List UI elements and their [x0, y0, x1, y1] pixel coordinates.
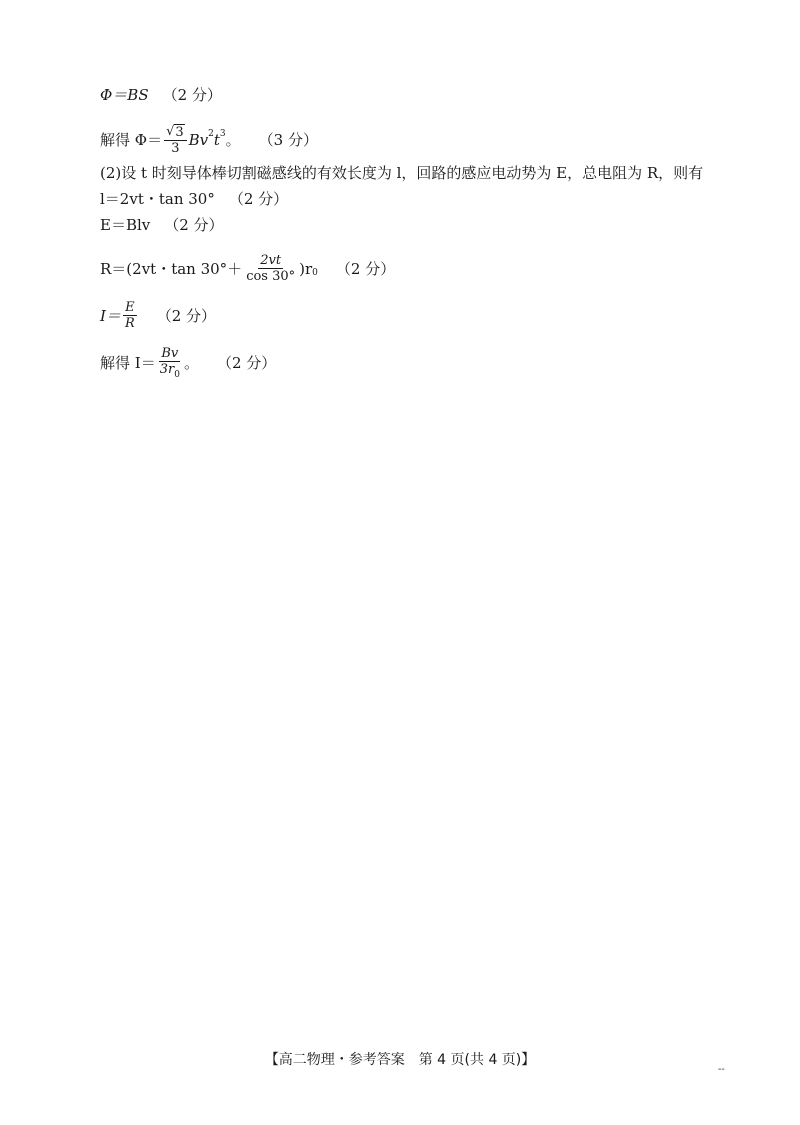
fraction-numerator: 2vt	[260, 253, 282, 268]
equation-length	[100, 189, 288, 209]
equation-prefix: 解得 I＝	[100, 353, 156, 372]
period: 。	[225, 131, 241, 149]
score-label: （2 分）	[335, 259, 396, 278]
intro-text: (2)设 t 时刻导体棒切割磁感线的有效长度为 l，回路的感应电动势为 E，总电阻为 R，则有	[100, 164, 704, 182]
equation-text: l＝2vt・tan 30°	[100, 190, 215, 208]
fraction	[164, 124, 187, 156]
fraction-numerator: √ 3	[164, 124, 187, 141]
superscript: 3	[219, 129, 226, 139]
score-label: （3 分）	[258, 131, 318, 149]
page-footer: 【高二物理・参考答案 第 4 页(共 4 页)】	[264, 1052, 536, 1068]
score-label: （2 分）	[162, 86, 222, 104]
fraction	[123, 300, 137, 331]
equation-term: t	[213, 131, 220, 149]
score-label: （2 分）	[164, 216, 224, 234]
score-label: （2 分）	[156, 306, 217, 325]
equation-current-result	[100, 346, 276, 379]
equation-flux-result	[100, 124, 318, 156]
equation-prefix: 解得 Φ＝	[100, 131, 163, 149]
equation-suffix: )r	[299, 259, 313, 278]
fraction-denominator: cos 30°	[246, 269, 296, 284]
sqrt-icon: √	[166, 124, 175, 139]
part-two-intro	[100, 163, 703, 183]
fraction-denominator: R	[124, 316, 135, 331]
equation-prefix: R＝(2vt・tan 30°＋	[100, 259, 243, 278]
subscript: 0	[312, 267, 318, 278]
fraction-denominator: 3	[171, 141, 180, 156]
score-label: （2 分）	[216, 353, 277, 372]
score-label: （2 分）	[228, 190, 289, 208]
fraction-numerator: E	[125, 300, 135, 315]
fraction-denominator: $3r_0$	[159, 362, 180, 380]
superscript: 2	[208, 129, 214, 139]
equation-text: Φ＝BS	[100, 86, 149, 104]
equation-flux-definition	[100, 85, 222, 105]
fraction	[158, 346, 182, 379]
equation-current-definition	[100, 300, 216, 331]
fraction-numerator: Bv	[161, 346, 179, 361]
equation-term: Bv	[188, 131, 209, 149]
fraction	[244, 253, 297, 284]
equation-text: E＝Blv	[100, 216, 151, 234]
period: 。	[183, 353, 199, 372]
equation-resistance	[100, 253, 395, 284]
equation-emf	[100, 215, 224, 235]
corner-mark: --	[718, 1064, 725, 1075]
equation-prefix: I＝	[100, 306, 121, 325]
